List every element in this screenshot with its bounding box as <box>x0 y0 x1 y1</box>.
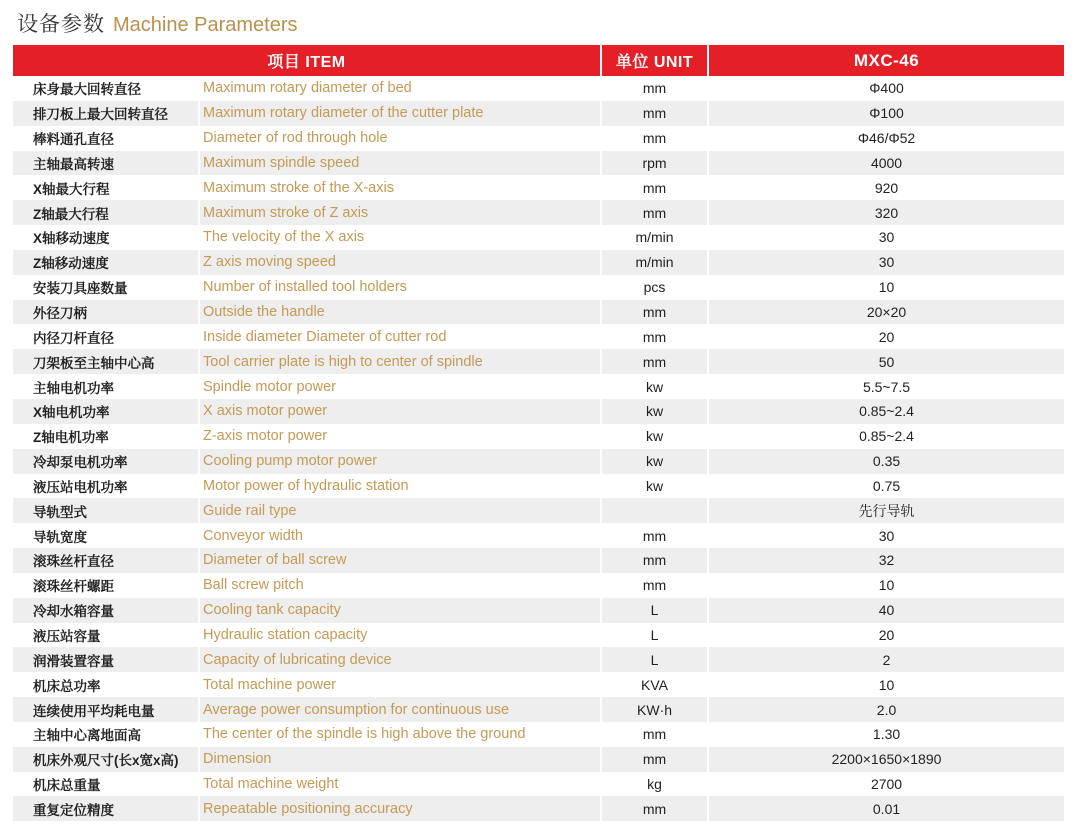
parameter-value: Φ46/Φ52 <box>857 130 916 147</box>
parameter-name-english: Outside the handle <box>199 300 601 325</box>
table-row <box>13 225 1064 250</box>
parameter-unit: KVA <box>601 672 708 697</box>
parameter-value: 32 <box>708 548 1064 573</box>
parameter-name-english: Total machine weight <box>199 772 601 797</box>
table-row <box>13 796 1064 821</box>
parameter-unit: rpm <box>601 151 708 176</box>
parameter-value: 2.0 <box>708 697 1064 722</box>
parameter-value: 10 <box>878 577 895 594</box>
parameter-value: 30 <box>878 527 895 544</box>
parameter-value: 0.01 <box>708 796 1064 821</box>
parameter-name-english: Dimension <box>199 747 601 772</box>
table-body <box>13 76 1064 821</box>
parameter-name-english: Spindle motor power <box>199 374 601 399</box>
parameter-unit: kw <box>601 374 708 399</box>
parameter-name-chinese: 润滑装置容量 <box>13 647 199 672</box>
parameter-name-english: X axis motor power <box>199 399 601 424</box>
parameter-value: 10 <box>878 279 895 296</box>
parameter-name-chinese: 主轴最高转速 <box>13 151 199 176</box>
parameter-name-english: Diameter of ball screw <box>199 548 601 573</box>
parameter-unit: L <box>601 623 708 648</box>
table-row <box>13 76 1064 101</box>
parameter-value: Φ400 <box>869 80 904 97</box>
parameter-unit: mm <box>601 796 708 821</box>
parameter-unit: mm <box>601 76 708 101</box>
parameter-name-chinese: X轴最大行程 <box>13 175 199 200</box>
parameter-name-english: Conveyor width <box>199 523 601 548</box>
parameter-value: 2700 <box>870 776 903 793</box>
parameter-name-english: Diameter of rod through hole <box>199 126 601 151</box>
parameter-unit: kg <box>601 772 708 797</box>
page-title <box>17 8 298 42</box>
parameter-name-chinese: 床身最大回转直径 <box>13 76 199 101</box>
parameter-name-english: The center of the spindle is high above the ground <box>199 722 601 747</box>
table-row <box>13 772 1064 797</box>
parameter-name-chinese: 机床总功率 <box>13 672 199 697</box>
parameter-value: 920 <box>874 179 899 196</box>
parameter-name-chinese: X轴移动速度 <box>13 225 199 250</box>
parameter-unit: mm <box>601 722 708 747</box>
parameter-name-english: Maximum rotary diameter of the cutter plate <box>199 101 601 126</box>
parameter-name-english: Cooling pump motor power <box>199 449 601 474</box>
parameter-name-english: Inside diameter Diameter of cutter rod <box>199 324 601 349</box>
parameter-value: 50 <box>708 349 1064 374</box>
parameter-unit: mm <box>601 324 708 349</box>
parameter-name-chinese: 刀架板至主轴中心高 <box>13 349 199 374</box>
table-row <box>13 126 1064 151</box>
parameter-name-chinese: 液压站电机功率 <box>13 474 199 499</box>
parameter-name-english: The velocity of the X axis <box>199 225 601 250</box>
parameter-unit: mm <box>601 573 708 598</box>
parameter-unit <box>601 498 708 523</box>
parameter-unit: mm <box>601 300 708 325</box>
column-header-unit: 单位 UNIT <box>601 45 708 76</box>
parameter-name-english: Cooling tank capacity <box>199 598 601 623</box>
table-row <box>13 623 1064 648</box>
parameter-unit: mm <box>601 175 708 200</box>
table-row <box>13 399 1064 424</box>
table-row <box>13 424 1064 449</box>
parameter-name-chinese: Z轴移动速度 <box>13 250 199 275</box>
parameter-value: 2 <box>708 647 1064 672</box>
table-row <box>13 200 1064 225</box>
parameter-unit: mm <box>601 548 708 573</box>
parameter-name-english: Z axis moving speed <box>199 250 601 275</box>
parameter-value: 0.75 <box>872 477 901 494</box>
table-row <box>13 697 1064 722</box>
parameter-name-english: Hydraulic station capacity <box>199 623 601 648</box>
parameter-name-english: Repeatable positioning accuracy <box>199 796 601 821</box>
parameter-name-chinese: 导轨型式 <box>13 498 199 523</box>
table-row <box>13 474 1064 499</box>
parameter-name-chinese: 冷却泵电机功率 <box>13 449 199 474</box>
parameter-name-chinese: 滚珠丝杆螺距 <box>13 573 199 598</box>
parameter-value: 40 <box>708 598 1064 623</box>
parameter-value: 30 <box>878 229 895 246</box>
parameter-name-chinese: Z轴电机功率 <box>13 424 199 449</box>
parameter-name-english: Total machine power <box>199 672 601 697</box>
parameter-value: Φ100 <box>708 101 1064 126</box>
table-row <box>13 449 1064 474</box>
table-row <box>13 573 1064 598</box>
table-header <box>13 45 1064 76</box>
parameter-name-chinese: 连续使用平均耗电量 <box>13 697 199 722</box>
table-row <box>13 250 1064 275</box>
parameter-name-chinese: Z轴最大行程 <box>13 200 199 225</box>
table-row <box>13 324 1064 349</box>
parameter-name-english: Motor power of hydraulic station <box>199 474 601 499</box>
parameter-unit: kw <box>601 399 708 424</box>
parameter-unit: L <box>601 598 708 623</box>
parameter-name-chinese: 棒料通孔直径 <box>13 126 199 151</box>
parameter-value: 0.85~2.4 <box>708 399 1064 424</box>
parameter-unit: kw <box>601 474 708 499</box>
parameter-name-english: Maximum stroke of Z axis <box>199 200 601 225</box>
parameter-value: 20 <box>878 328 895 345</box>
parameter-unit: mm <box>601 747 708 772</box>
parameter-value: 20 <box>878 626 895 643</box>
parameter-value: 2200×1650×1890 <box>708 747 1064 772</box>
parameter-value: 先行导轨 <box>708 498 1064 523</box>
parameter-name-chinese: 机床总重量 <box>13 772 199 797</box>
table-row <box>13 672 1064 697</box>
table-row <box>13 151 1064 176</box>
parameter-unit: mm <box>601 200 708 225</box>
parameter-unit: mm <box>601 523 708 548</box>
column-header-model: MXC-46 <box>708 45 1064 76</box>
table-row <box>13 175 1064 200</box>
table-row <box>13 747 1064 772</box>
table-row <box>13 300 1064 325</box>
parameter-name-english: Maximum spindle speed <box>199 151 601 176</box>
parameter-unit: kw <box>601 424 708 449</box>
parameter-name-chinese: 内径刀杆直径 <box>13 324 199 349</box>
page-title-english: Machine Parameters <box>113 14 298 36</box>
parameter-unit: KW·h <box>601 697 708 722</box>
parameter-name-chinese: 安装刀具座数量 <box>13 275 199 300</box>
parameter-unit: m/min <box>601 225 708 250</box>
parameter-value: 320 <box>708 200 1064 225</box>
parameter-name-chinese: 液压站容量 <box>13 623 199 648</box>
parameter-name-chinese: X轴电机功率 <box>13 399 199 424</box>
parameter-name-chinese: 排刀板上最大回转直径 <box>13 101 199 126</box>
parameter-name-english: Tool carrier plate is high to center of spindle <box>199 349 601 374</box>
parameter-name-chinese: 机床外观尺寸(长x宽x高) <box>13 747 199 772</box>
parameter-name-english: Number of installed tool holders <box>199 275 601 300</box>
parameter-name-chinese: 主轴中心离地面高 <box>13 722 199 747</box>
parameter-name-chinese: 主轴电机功率 <box>13 374 199 399</box>
table-row <box>13 647 1064 672</box>
parameter-value: 4000 <box>708 151 1064 176</box>
parameter-name-english: Z-axis motor power <box>199 424 601 449</box>
parameter-unit: L <box>601 647 708 672</box>
parameter-name-english: Capacity of lubricating device <box>199 647 601 672</box>
table-row <box>13 523 1064 548</box>
table-row <box>13 349 1064 374</box>
column-header-item: 项目 ITEM <box>13 45 601 76</box>
parameter-value: 0.85~2.4 <box>859 428 914 445</box>
parameter-name-chinese: 冷却水箱容量 <box>13 598 199 623</box>
parameter-unit: mm <box>601 349 708 374</box>
table-row <box>13 275 1064 300</box>
table-row <box>13 101 1064 126</box>
parameter-name-chinese: 重复定位精度 <box>13 796 199 821</box>
parameters-table <box>13 45 1064 821</box>
parameter-unit: mm <box>601 126 708 151</box>
parameter-unit: pcs <box>601 275 708 300</box>
parameter-name-english: Average power consumption for continuous use <box>199 697 601 722</box>
parameter-value: 30 <box>708 250 1064 275</box>
parameter-name-english: Guide rail type <box>199 498 601 523</box>
parameter-value: 1.30 <box>872 726 901 743</box>
parameter-name-english: Ball screw pitch <box>199 573 601 598</box>
parameter-unit: mm <box>601 101 708 126</box>
parameter-value: 20×20 <box>708 300 1064 325</box>
parameter-name-chinese: 导轨宽度 <box>13 523 199 548</box>
parameter-name-chinese: 外径刀柄 <box>13 300 199 325</box>
parameter-name-chinese: 滚珠丝杆直径 <box>13 548 199 573</box>
parameter-value: 5.5~7.5 <box>862 378 911 395</box>
parameter-name-english: Maximum stroke of the X-axis <box>199 175 601 200</box>
parameter-unit: m/min <box>601 250 708 275</box>
parameter-value: 0.35 <box>708 449 1064 474</box>
page-title-chinese: 设备参数 <box>17 13 105 36</box>
parameter-name-english: Maximum rotary diameter of bed <box>199 76 601 101</box>
table-row <box>13 598 1064 623</box>
parameter-unit: kw <box>601 449 708 474</box>
parameter-value: 10 <box>878 676 895 693</box>
table-row <box>13 722 1064 747</box>
table-row <box>13 374 1064 399</box>
table-row <box>13 498 1064 523</box>
table-row <box>13 548 1064 573</box>
